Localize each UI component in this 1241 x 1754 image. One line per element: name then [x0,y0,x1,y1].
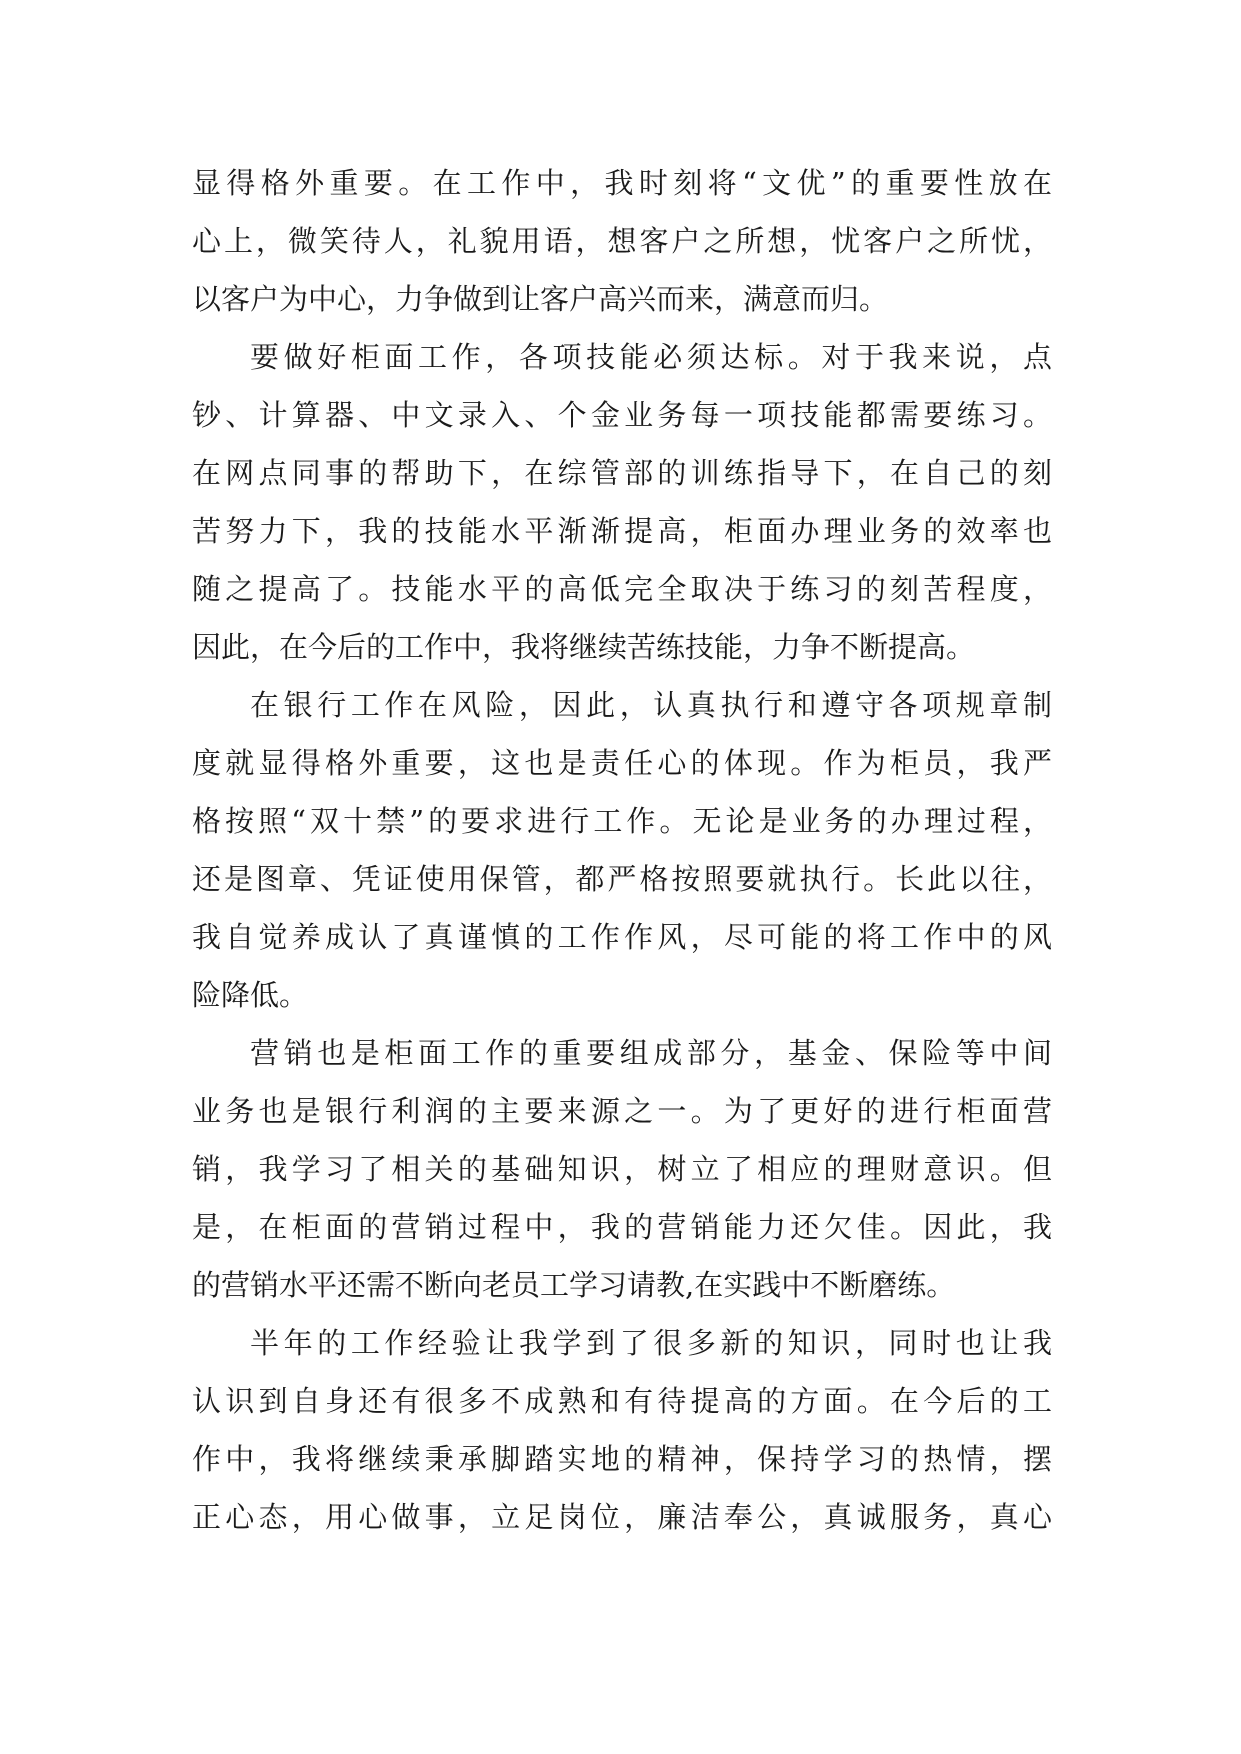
text-line: 还是图章、凭证使用保管，都严格按照要就执行。长此以往， [192,862,1052,896]
text-line: 作中，我将继续秉承脚踏实地的精神，保持学习的热情，摆 [192,1442,1052,1476]
text-line: 的营销水平还需不断向老员工学习请教,在实践中不断磨练。 [192,1268,956,1302]
text-line: 半年的工作经验让我学到了很多新的知识，同时也让我 [250,1326,1052,1360]
text-line: 险降低。 [192,978,309,1012]
paragraph-2 [192,328,1052,676]
text-line: 要做好柜面工作，各项技能必须达标。对于我来说，点 [250,340,1052,374]
text-line: 认识到自身还有很多不成熟和有待提高的方面。在今后的工 [192,1384,1052,1418]
text-line: 正心态，用心做事，立足岗位，廉洁奉公，真诚服务，真心 [192,1500,1052,1534]
text-line: 度就显得格外重要，这也是责任心的体现。作为柜员，我严 [192,746,1052,780]
text-line: 业务也是银行利润的主要来源之一。为了更好的进行柜面营 [192,1094,1052,1128]
paragraph-1 [192,154,1052,328]
text-line: 格按照“双十禁”的要求进行工作。无论是业务的办理过程， [192,804,1052,838]
text-line: 因此，在今后的工作中，我将继续苦练技能，力争不断提高。 [192,630,976,664]
text-line: 钞、计算器、中文录入、个金业务每一项技能都需要练习。 [192,398,1052,432]
text-line: 我自觉养成认了真谨慎的工作作风，尽可能的将工作中的风 [192,920,1052,954]
text-line: 显得格外重要。在工作中，我时刻将“文优”的重要性放在 [192,166,1052,200]
text-line: 苦努力下，我的技能水平渐渐提高，柜面办理业务的效率也 [192,514,1052,548]
text-line: 随之提高了。技能水平的高低完全取决于练习的刻苦程度， [192,572,1052,606]
body-text [192,154,1052,1546]
text-line: 以客户为中心，力争做到让客户高兴而来，满意而归。 [192,282,889,316]
paragraph-3 [192,676,1052,1024]
paragraph-5 [192,1314,1052,1546]
text-line: 销，我学习了相关的基础知识，树立了相应的理财意识。但 [192,1152,1052,1186]
text-line: 是，在柜面的营销过程中，我的营销能力还欠佳。因此，我 [192,1210,1052,1244]
text-line: 心上，微笑待人，礼貌用语，想客户之所想，忧客户之所忧， [192,224,1052,258]
text-line: 在网点同事的帮助下，在综管部的训练指导下，在自己的刻 [192,456,1052,490]
text-line: 营销也是柜面工作的重要组成部分，基金、保险等中间 [250,1036,1052,1070]
text-line: 在银行工作在风险，因此，认真执行和遵守各项规章制 [250,688,1052,722]
paragraph-4 [192,1024,1052,1314]
